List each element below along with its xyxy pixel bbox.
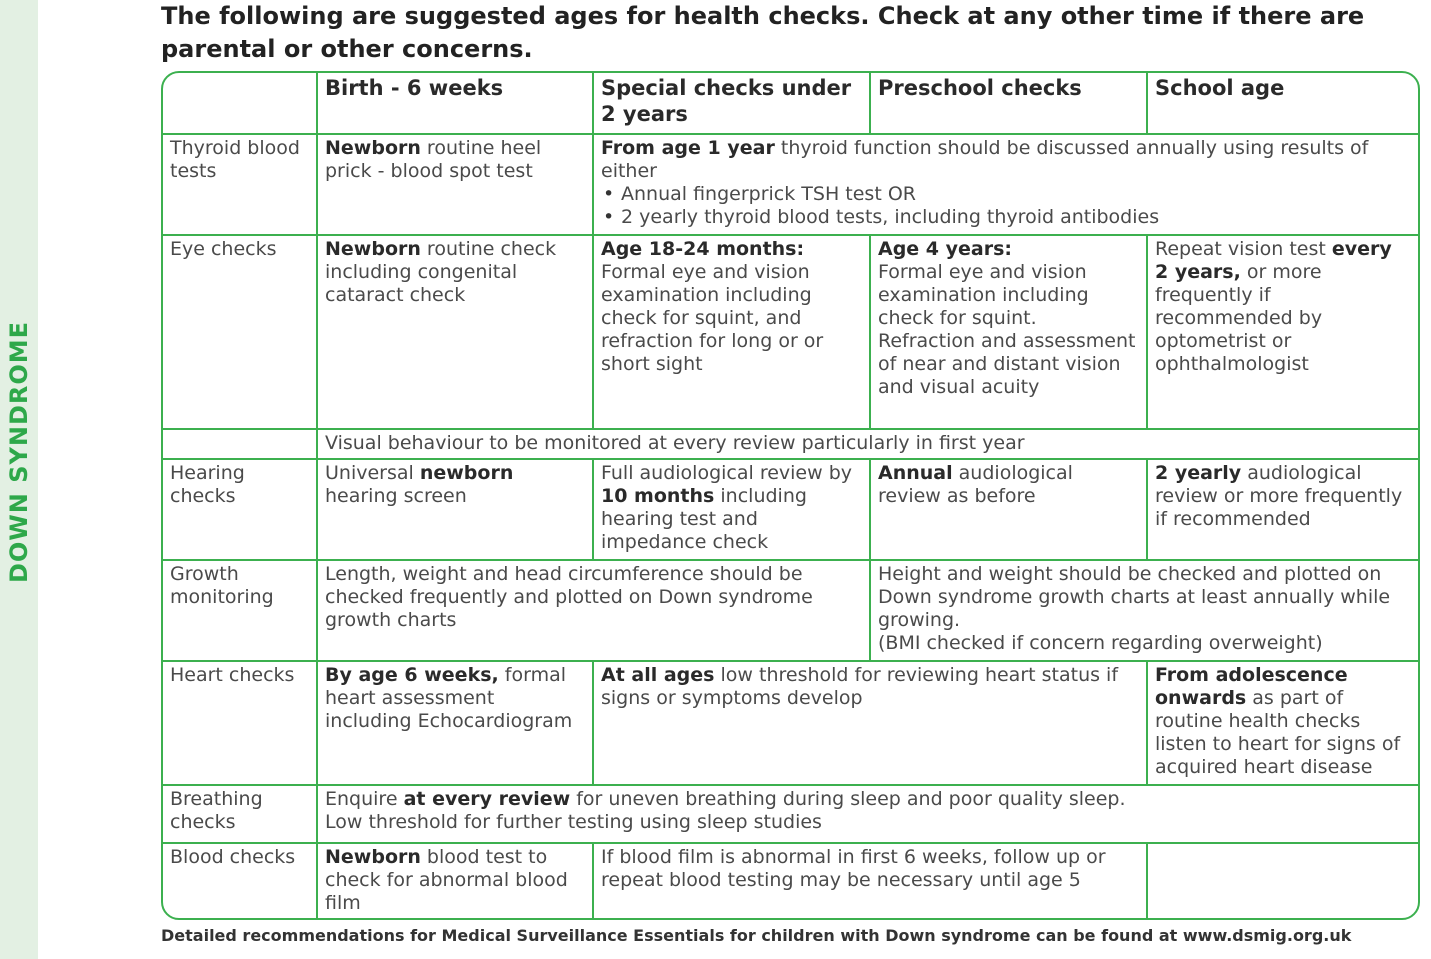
health-checks-table (161, 71, 1420, 920)
visual-note-blank (163, 429, 317, 459)
header-preschool: Preschool checks (870, 73, 1147, 134)
growth-later: Height and weight should be checked and plotted on Down syndrome growth charts at least annually while growing. (BMI checked if concern regarding overweight) (870, 560, 1418, 661)
heart-birth: By age 6 weeks, formal heart assessment including Echocardiogram (317, 661, 593, 785)
row-label-blood: Blood checks (163, 843, 317, 918)
eye-school: Repeat vision test every 2 years, or more frequently if recommended by optometrist or ophthalmologist (1147, 235, 1418, 429)
breathing-content: Enquire at every review for uneven breathing during sleep and poor quality sleep. Low threshold for further testing using sleep studies (317, 785, 1418, 843)
side-band (0, 0, 38, 959)
blood-mid: If blood film is abnormal in first 6 weeks, follow up or repeat blood testing may be necessary until age 5 (593, 843, 1147, 918)
hearing-birth: Universal newborn hearing screen (317, 459, 593, 560)
row-eye (163, 235, 1418, 429)
footer-note: Detailed recommendations for Medical Surveillance Essentials for children with Down syndrome can be found at www.dsmig.org.uk (161, 926, 1352, 945)
row-thyroid (163, 134, 1418, 235)
row-heart (163, 661, 1418, 785)
row-blood (163, 843, 1418, 918)
eye-preschool: Age 4 years: Formal eye and vision examination including check for squint. Refraction and assessment of near and distant vision and visual acuity (870, 235, 1147, 429)
header-row (163, 73, 1418, 134)
row-label-eye: Eye checks (163, 235, 317, 429)
row-label-thyroid: Thyroid blood tests (163, 134, 317, 235)
row-hearing (163, 459, 1418, 560)
visual-note: Visual behaviour to be monitored at every review particularly in first year (317, 429, 1418, 459)
header-birth: Birth - 6 weeks (317, 73, 593, 134)
eye-birth: Newborn routine check including congenital cataract check (317, 235, 593, 429)
row-label-heart: Heart checks (163, 661, 317, 785)
heart-mid: At all ages low threshold for reviewing heart status if signs or symptoms develop (593, 661, 1147, 785)
hearing-preschool: Annual audiological review as before (870, 459, 1147, 560)
row-breathing (163, 785, 1418, 843)
eye-special: Age 18-24 months: Formal eye and vision examination including check for squint, and refraction for long or or short sight (593, 235, 870, 429)
header-special: Special checks under 2 years (593, 73, 870, 134)
thyroid-bullet-2: • 2 yearly thyroid blood tests, including thyroid antibodies (621, 206, 1411, 229)
thyroid-birth: Newborn routine heel prick - blood spot test (317, 134, 593, 235)
blood-birth: Newborn blood test to check for abnormal blood film (317, 843, 593, 918)
heart-school: From adolescence onwards as part of routine health checks listen to heart for signs of acquired heart disease (1147, 661, 1418, 785)
row-label-breathing: Breathing checks (163, 785, 317, 843)
hearing-special: Full audiological review by 10 months including hearing test and impedance check (593, 459, 870, 560)
hearing-school: 2 yearly audiological review or more frequently if recommended (1147, 459, 1418, 560)
row-label-growth: Growth monitoring (163, 560, 317, 661)
blood-school (1147, 843, 1418, 918)
header-corner (163, 73, 317, 134)
header-school: School age (1147, 73, 1418, 134)
thyroid-bullet-1: • Annual fingerprick TSH test OR (621, 183, 1411, 206)
intro-text: The following are suggested ages for health checks. Check at any other time if there are parental or other concerns. (161, 2, 1365, 63)
row-visual-note (163, 429, 1418, 459)
row-growth (163, 560, 1418, 661)
thyroid-later: From age 1 year thyroid function should be discussed annually using results of either • Annual fingerprick TSH test OR • 2 yearly thyroid blood tests, including thyroid antibodies (593, 134, 1418, 235)
growth-early: Length, weight and head circumference should be checked frequently and plotted on Down syndrome growth charts (317, 560, 870, 661)
side-label: DOWN SYNDROME (5, 320, 33, 584)
row-label-hearing: Hearing checks (163, 459, 317, 560)
